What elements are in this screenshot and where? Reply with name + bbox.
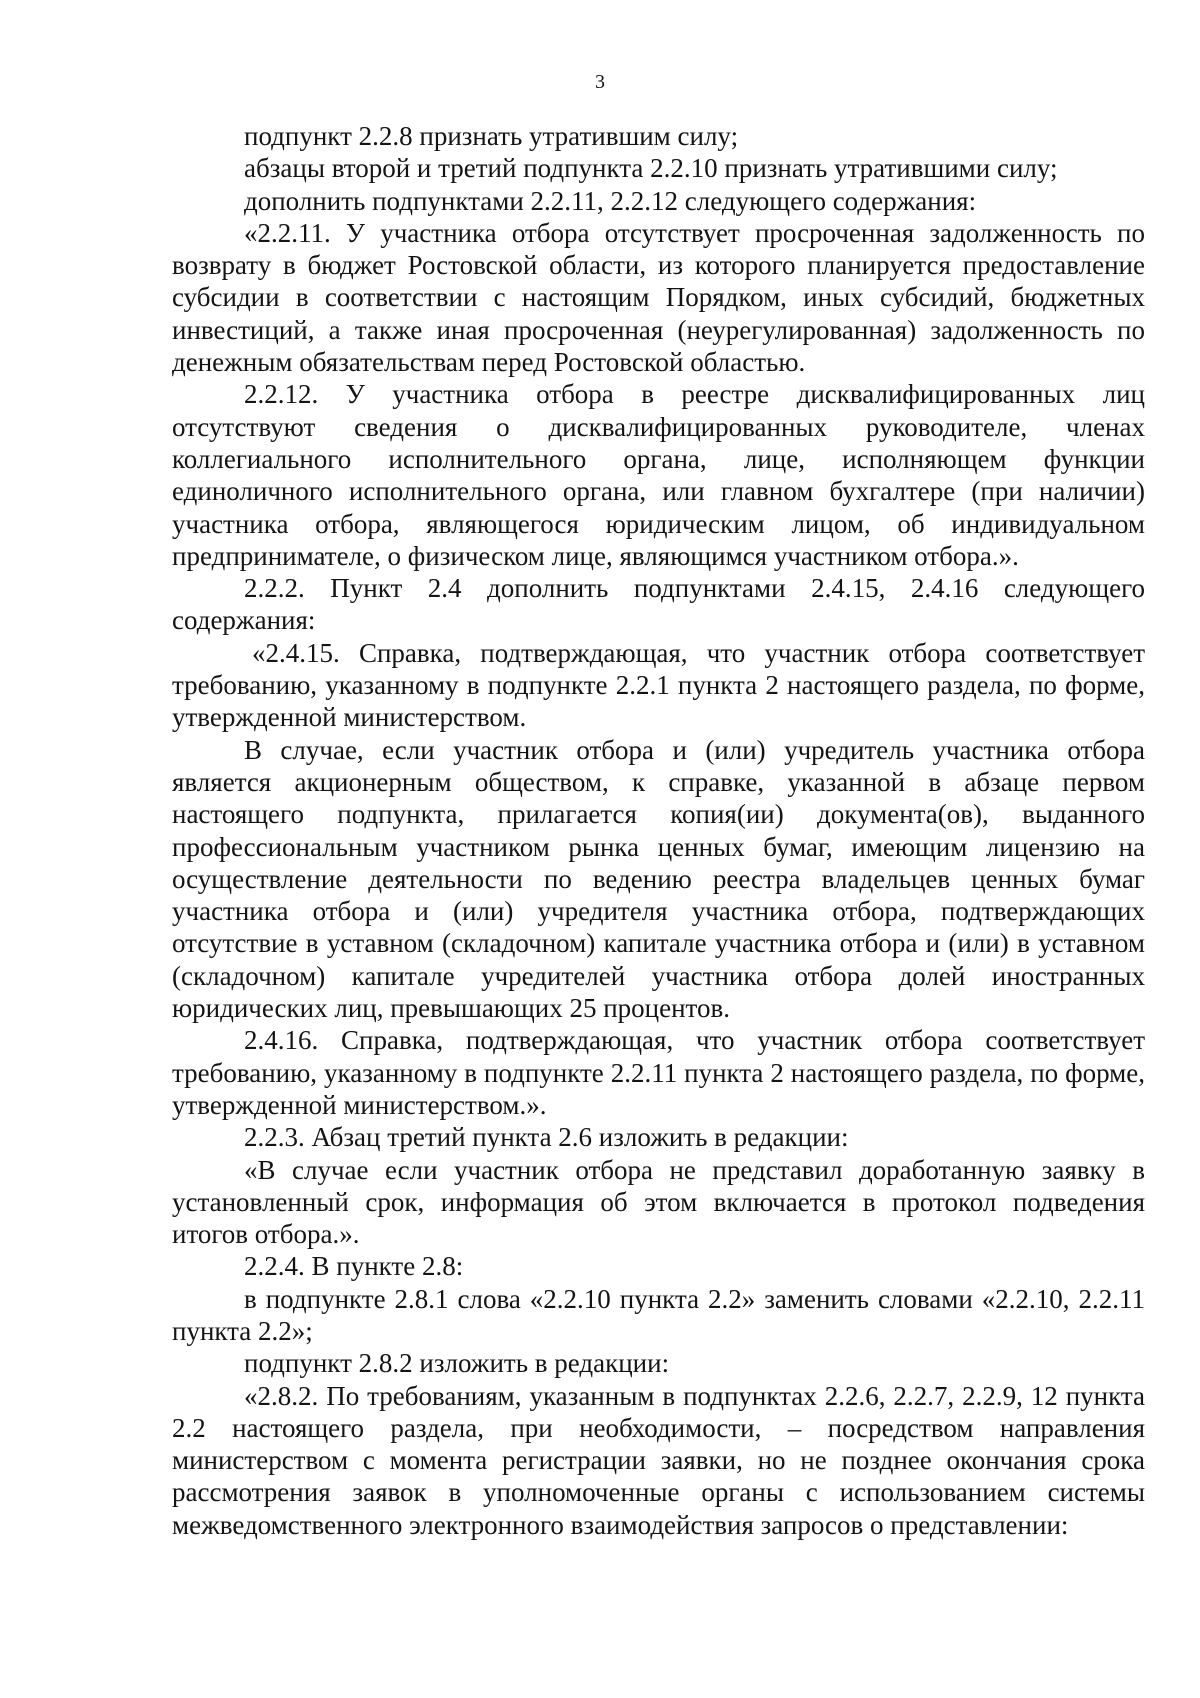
page-number: 3 — [595, 71, 605, 93]
paragraph: 2.4.16. Справка, подтверждающая, что участник отбора соответствует требованию, указанному в подпункте 2.2.11 пункта 2 настоящего раздела, по форме, утвержденной министерством.». — [172, 1025, 1145, 1120]
paragraph: «2.8.2. По требованиям, указанным в подпунктах 2.2.6, 2.2.7, 2.2.9, 12 пункта 2.2 настоящего раздела, при необходимости, – посредством направления министерством с момента регистрации заявки, но не позднее окончания срока рассмотрения заявок в уполномоченные органы с использованием системы межведомственного электронного взаимодействия запросов о представлении: — [172, 1380, 1145, 1540]
paragraph: 2.2.4. В пункте 2.8: — [244, 1251, 464, 1282]
paragraph: абзацы второй и третий подпункта 2.2.10 признать утратившими силу; — [244, 153, 1058, 184]
paragraph: «2.2.11. У участника отбора отсутствует просроченная задолженность по возврату в бюджет Ростовской области, из которого планируется предоставление субсидии в соответствии с настоящим Порядком, иных субсидий, бюджетных инвестиций, а также иная просроченная (неурегулированная) задолженность по денежным обязательствам перед Ростовской областью. — [172, 217, 1145, 378]
document-body — [172, 120, 1145, 1541]
paragraph: 2.2.3. Абзац третий пункта 2.6 изложить в редакции: — [244, 1122, 849, 1153]
paragraph: в подпункте 2.8.1 слова «2.2.10 пункта 2.2» заменить словами «2.2.10, 2.2.11 пункта 2.2»; — [172, 1283, 1145, 1346]
paragraph: «В случае если участник отбора не представил доработанную заявку в установленный срок, информация об этом включается в протокол подведения итогов отбора.». — [172, 1154, 1145, 1250]
paragraph: В случае, если участник отбора и (или) учредитель участника отбора является акционерным обществом, к справке, указанной в абзаце первом настоящего подпункта, прилагается копия(ии) документа(ов), выданного профессиональным участником рынка ценных бумаг, имеющим лицензию на осуществление деятельности по ведению реестра владельцев ценных бумаг участника отбора и (или) учредителя участника отбора, подтверждающих отсутствие в уставном (складочном) капитале участника отбора и (или) в уставном (складочном) капитале учредителей участника отбора долей иностранных юридических лиц, превышающих 25 процентов. — [172, 734, 1145, 1024]
paragraph: «2.4.15. Справка, подтверждающая, что участник отбора соответствует требованию, указанному в подпункте 2.2.1 пункта 2 настоящего раздела, по форме, утвержденной министерством. — [172, 637, 1145, 733]
paragraph: подпункт 2.8.2 изложить в редакции: — [244, 1348, 670, 1379]
paragraph: 2.2.12. У участника отбора в реестре дисквалифицированных лиц отсутствуют сведения о дисквалифицированных руководителе, членах коллегиального исполнительного органа, лице, исполняющем функции единоличного исполнительного органа, или главном бухгалтере (при наличии) участника отбора, являющегося юридическим лицом, об индивидуальном предпринимателе, о физическом лице, являющимся участником отбора.». — [172, 379, 1145, 571]
paragraph: дополнить подпунктами 2.2.11, 2.2.12 следующего содержания: — [244, 185, 977, 216]
paragraph: 2.2.2. Пункт 2.4 дополнить подпунктами 2.4.15, 2.4.16 следующего содержания: — [172, 573, 1145, 636]
paragraph: подпункт 2.2.8 признать утратившим силу; — [244, 121, 739, 151]
